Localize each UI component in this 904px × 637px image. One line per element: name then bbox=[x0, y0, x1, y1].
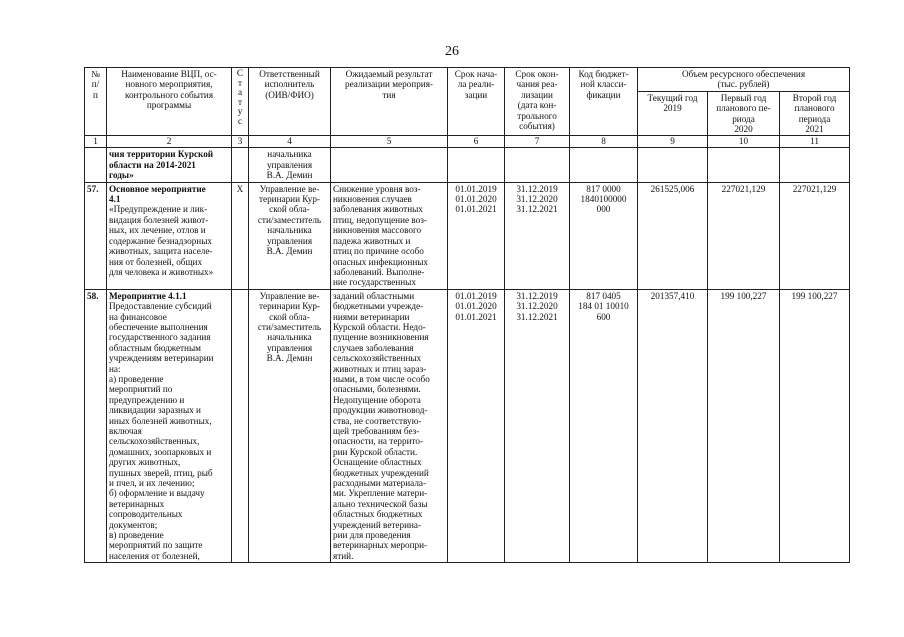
index-cell: 4 bbox=[249, 136, 331, 148]
text-line: видация болезней живот- bbox=[109, 214, 209, 225]
row-responsible bbox=[249, 148, 331, 182]
text-line: населения от болезней, bbox=[109, 550, 200, 561]
text-line: управления bbox=[266, 159, 313, 170]
text-line: 184 01 10010 bbox=[578, 301, 629, 312]
text-line: Объем ресурсного обеспечения bbox=[681, 69, 806, 79]
row-2021 bbox=[780, 148, 850, 182]
text-line: бюджетными учрежде- bbox=[333, 301, 424, 312]
text-line: Код бюджет- bbox=[578, 69, 629, 79]
index-cell: 3 bbox=[232, 136, 249, 148]
text-line: Текущий год bbox=[647, 92, 698, 103]
row-name bbox=[107, 289, 232, 563]
text-line: а bbox=[237, 87, 243, 98]
text-line: ветеринарных bbox=[109, 498, 165, 509]
index-cell: 9 bbox=[638, 136, 708, 148]
text-line: падежа животных и bbox=[333, 235, 411, 246]
row-num: 57. bbox=[85, 182, 107, 289]
text-line: домашних, зоопарковых и bbox=[109, 446, 212, 457]
text-line: В.А. Демин bbox=[266, 246, 313, 257]
row-2020: 199 100,227 bbox=[708, 289, 780, 563]
text-line: начальника bbox=[267, 225, 312, 236]
text-line: областным бюджетным bbox=[109, 342, 201, 353]
text-line: областных бюджетных bbox=[333, 509, 423, 520]
text-line: щей требованиям без- bbox=[333, 426, 420, 436]
text-line: ской обла- bbox=[269, 204, 310, 215]
index-row bbox=[85, 136, 850, 148]
row-num bbox=[85, 148, 107, 182]
text-line: 1840100000 bbox=[580, 194, 627, 205]
text-line: Первый год bbox=[720, 92, 767, 103]
text-line: опасными, болезнями. bbox=[333, 384, 421, 395]
text-line: включая bbox=[109, 426, 142, 436]
row-end bbox=[505, 182, 570, 289]
row-status bbox=[232, 148, 249, 182]
text-line: 01.01.2020 bbox=[455, 194, 497, 205]
text-line: ния от болезней, общих bbox=[109, 256, 203, 267]
text-line: 01.01.2019 bbox=[455, 183, 497, 194]
table-row bbox=[85, 148, 850, 182]
text-line: птиц, недопущение воз- bbox=[333, 214, 427, 225]
text-line: контрольного события bbox=[124, 89, 214, 100]
text-line: ние государственных bbox=[333, 277, 416, 288]
row-responsible bbox=[249, 289, 331, 563]
text-line: С bbox=[236, 68, 244, 78]
text-line: теринарии Кур- bbox=[258, 194, 320, 205]
text-line: Срок окон- bbox=[515, 69, 559, 79]
header-2021 bbox=[780, 91, 850, 136]
row-2020: 227021,129 bbox=[708, 182, 780, 289]
header-responsible bbox=[249, 68, 331, 136]
row-name-text bbox=[109, 204, 229, 277]
index-cell: 11 bbox=[780, 136, 850, 148]
text-line: (дата кон- bbox=[517, 100, 557, 111]
text-line: других животных, bbox=[109, 457, 181, 468]
text-line: Срок нача- bbox=[454, 69, 498, 79]
index-cell: 7 bbox=[505, 136, 570, 148]
text-line: 600 bbox=[596, 311, 611, 322]
text-line: продукции животновод- bbox=[333, 405, 428, 416]
header-status bbox=[232, 68, 249, 136]
text-line: 817 0405 bbox=[586, 290, 621, 301]
row-start bbox=[448, 148, 505, 182]
text-line: планового bbox=[794, 103, 835, 114]
text-line: никновения случаев bbox=[333, 194, 412, 205]
text-line: расходными материала- bbox=[333, 478, 427, 489]
text-line: ных, их лечение, отлов и bbox=[109, 225, 206, 236]
text-line: содержание безнадзорных bbox=[109, 235, 212, 246]
text-line: ально технической базы bbox=[333, 498, 428, 509]
header-result bbox=[331, 68, 448, 136]
text-line: т bbox=[237, 96, 242, 107]
text-line: ми. Укрепление матери- bbox=[333, 488, 428, 499]
row-code bbox=[570, 148, 638, 182]
header-code bbox=[570, 68, 638, 136]
text-line: 01.01.2021 bbox=[455, 311, 497, 322]
row-start bbox=[448, 289, 505, 563]
header-num bbox=[85, 68, 107, 136]
text-line: Курской области. Недо- bbox=[333, 321, 426, 332]
text-line: Основное мероприятие bbox=[109, 183, 206, 194]
text-line: и пчел, и их лечению; bbox=[109, 478, 195, 489]
text-line: заданий областными bbox=[333, 290, 415, 301]
text-line: 31.12.2020 bbox=[516, 301, 558, 312]
text-line: никновения массового bbox=[333, 225, 422, 236]
text-line: риода bbox=[732, 113, 755, 124]
text-line: заболеваний. Выполне- bbox=[333, 266, 425, 277]
text-line: Ответственный bbox=[259, 69, 320, 79]
text-line: заболевания животных bbox=[333, 204, 423, 215]
text-line: начальника bbox=[267, 149, 312, 160]
text-line: на: bbox=[109, 363, 121, 374]
table-row bbox=[85, 182, 850, 289]
text-line: пущение возникновения bbox=[333, 332, 429, 343]
text-line: управления bbox=[266, 235, 313, 246]
text-line: 01.01.2019 bbox=[455, 290, 497, 301]
text-line: ятий. bbox=[333, 550, 354, 561]
index-cell: 2 bbox=[107, 136, 232, 148]
row-status: Х bbox=[232, 182, 249, 289]
row-num: 58. bbox=[85, 289, 107, 563]
text-line: документов; bbox=[109, 519, 158, 530]
text-line: 000 bbox=[596, 204, 611, 215]
text-line: ской обла- bbox=[269, 311, 310, 322]
text-line: исполнитель bbox=[264, 79, 315, 90]
text-line: области на 2014-2021 bbox=[109, 159, 196, 170]
text-line: ной класси- bbox=[580, 79, 627, 90]
header-2019 bbox=[638, 91, 708, 136]
text-line: реализации мероприя- bbox=[345, 79, 433, 90]
row-status bbox=[232, 289, 249, 563]
text-line: управления bbox=[266, 342, 313, 353]
text-line: случаев заболевания bbox=[333, 342, 414, 353]
text-line: сельскохозяйственных, bbox=[109, 436, 200, 447]
text-line: рии для проведения bbox=[333, 530, 411, 541]
text-line: у bbox=[237, 106, 243, 117]
index-cell: 1 bbox=[85, 136, 107, 148]
text-line: Наименование ВЦП, ос- bbox=[121, 69, 217, 79]
row-code bbox=[570, 289, 638, 563]
row-end bbox=[505, 148, 570, 182]
text-line: 01.01.2020 bbox=[455, 301, 497, 312]
row-2019: 261525,006 bbox=[638, 182, 708, 289]
text-line: (ОИВ/ФИО) bbox=[265, 89, 314, 100]
text-line: обеспечение выполнения bbox=[109, 321, 208, 332]
text-line: бюджетных учреждений bbox=[333, 467, 429, 478]
text-line: ства, не соответствую- bbox=[333, 415, 422, 426]
text-line: опасных инфекционных bbox=[333, 256, 429, 267]
text-line: тия bbox=[382, 89, 396, 100]
text-line: сельскохозяйственных bbox=[333, 353, 422, 364]
text-line: ными, в том числе особо bbox=[333, 373, 430, 384]
text-line: Управление ве- bbox=[259, 290, 320, 301]
text-line: зации bbox=[464, 89, 488, 100]
text-line: Недопущение оборота bbox=[333, 394, 421, 405]
text-line: 31.12.2019 bbox=[516, 183, 558, 194]
text-line: учреждений ветерина- bbox=[333, 519, 422, 530]
text-line: мероприятий по bbox=[109, 384, 173, 395]
row-name-text bbox=[109, 301, 229, 561]
text-line: в) проведение bbox=[109, 530, 164, 541]
text-line: трольного bbox=[517, 110, 557, 121]
text-line: ниями ветеринарии bbox=[333, 311, 410, 322]
text-line: с bbox=[237, 115, 243, 126]
row-name-bold bbox=[109, 291, 229, 301]
text-line: 01.01.2021 bbox=[455, 204, 497, 215]
text-line: Оснащение областных bbox=[333, 457, 422, 468]
header-name bbox=[107, 68, 232, 136]
row-code bbox=[570, 182, 638, 289]
page-number: 26 bbox=[445, 44, 459, 59]
text-line: 31.12.2021 bbox=[516, 204, 558, 215]
text-line: программы bbox=[146, 100, 192, 111]
row-name-bold bbox=[109, 149, 229, 180]
program-table bbox=[84, 67, 850, 563]
text-line: а) проведение bbox=[109, 373, 164, 384]
text-line: 2019 bbox=[663, 103, 682, 114]
text-line: опасности, на террито- bbox=[333, 436, 424, 447]
header-resources bbox=[638, 68, 850, 92]
text-line: рии Курской области. bbox=[333, 446, 418, 457]
row-end bbox=[505, 289, 570, 563]
text-line: 2020 bbox=[734, 124, 753, 135]
text-line: 2021 bbox=[805, 124, 824, 135]
row-responsible bbox=[249, 182, 331, 289]
header-row bbox=[85, 68, 850, 92]
text-line: 31.12.2020 bbox=[516, 194, 558, 205]
row-name bbox=[107, 182, 232, 289]
row-result bbox=[331, 148, 448, 182]
text-line: иных болезней животных, bbox=[109, 415, 212, 426]
text-line: животных и птиц зараз- bbox=[333, 363, 427, 374]
text-line: годы» bbox=[109, 170, 134, 181]
table-row bbox=[85, 289, 850, 563]
header-end bbox=[505, 68, 570, 136]
row-2021: 227021,129 bbox=[780, 182, 850, 289]
row-2021: 199 100,227 bbox=[780, 289, 850, 563]
row-result bbox=[331, 289, 448, 563]
row-2020 bbox=[708, 148, 780, 182]
text-line: события) bbox=[519, 121, 555, 132]
text-line: чия территории Курской bbox=[109, 149, 214, 160]
index-cell: 8 bbox=[570, 136, 638, 148]
text-line: № bbox=[91, 69, 100, 79]
text-line: государственного задания bbox=[109, 332, 211, 343]
text-line: мероприятий по защите bbox=[109, 540, 203, 551]
text-line: 31.12.2021 bbox=[516, 311, 558, 322]
text-line: начальника bbox=[267, 332, 312, 343]
row-name bbox=[107, 148, 232, 182]
text-line: В.А. Демин bbox=[266, 353, 313, 364]
header-start bbox=[448, 68, 505, 136]
text-line: животных, защита населе- bbox=[109, 246, 213, 257]
text-line: ликвидации заразных и bbox=[109, 405, 201, 416]
text-line: ла реали- bbox=[457, 79, 495, 90]
text-line: фикации bbox=[586, 89, 621, 100]
text-line: учреждениям ветеринарии bbox=[109, 353, 214, 364]
index-cell: 5 bbox=[331, 136, 448, 148]
text-line: б) оформление и выдачу bbox=[109, 488, 205, 499]
text-line: п bbox=[93, 89, 98, 100]
text-line: сопроводительных bbox=[109, 509, 183, 520]
row-2019: 201357,410 bbox=[638, 289, 708, 563]
text-line: пушных зверей, птиц, рыб bbox=[109, 467, 213, 478]
text-line: чания реа- bbox=[516, 79, 558, 90]
text-line: птиц по причине особо bbox=[333, 246, 424, 257]
index-cell: 10 bbox=[708, 136, 780, 148]
text-line: т bbox=[237, 77, 242, 88]
text-line: сти/заместитель bbox=[257, 214, 322, 225]
text-line: лизации bbox=[521, 89, 553, 100]
text-line: ветеринарных меропри- bbox=[333, 540, 428, 551]
row-name-bold bbox=[109, 184, 229, 205]
text-line: теринарии Кур- bbox=[258, 301, 320, 312]
text-line: Мероприятие 4.1.1 bbox=[109, 290, 187, 301]
header-2020 bbox=[708, 91, 780, 136]
text-line: «Предупреждение и лик- bbox=[109, 204, 208, 215]
text-line: планового пе- bbox=[716, 103, 771, 114]
text-line: новного мероприятия, bbox=[125, 79, 213, 90]
text-line: (тыс. рублей) bbox=[717, 79, 770, 90]
text-line: Второй год bbox=[792, 92, 837, 103]
row-result bbox=[331, 182, 448, 289]
text-line: сти/заместитель bbox=[257, 321, 322, 332]
text-line: Управление ве- bbox=[259, 183, 320, 194]
row-2019 bbox=[638, 148, 708, 182]
text-line: Снижение уровня воз- bbox=[333, 183, 421, 194]
index-cell: 6 bbox=[448, 136, 505, 148]
text-line: Предоставление субсидий bbox=[109, 301, 212, 312]
text-line: п/ bbox=[91, 79, 100, 90]
text-line: 31.12.2019 bbox=[516, 290, 558, 301]
text-line: на финансовое bbox=[109, 311, 167, 322]
text-line: 4.1 bbox=[109, 194, 121, 205]
text-line: Ожидаемый результат bbox=[345, 69, 433, 79]
text-line: периода bbox=[798, 113, 831, 124]
text-line: В.А. Демин bbox=[266, 170, 313, 181]
row-start bbox=[448, 182, 505, 289]
text-line: для человека и животных» bbox=[109, 266, 214, 277]
text-line: 817 0000 bbox=[586, 183, 621, 194]
text-line: предупреждению и bbox=[109, 394, 185, 405]
